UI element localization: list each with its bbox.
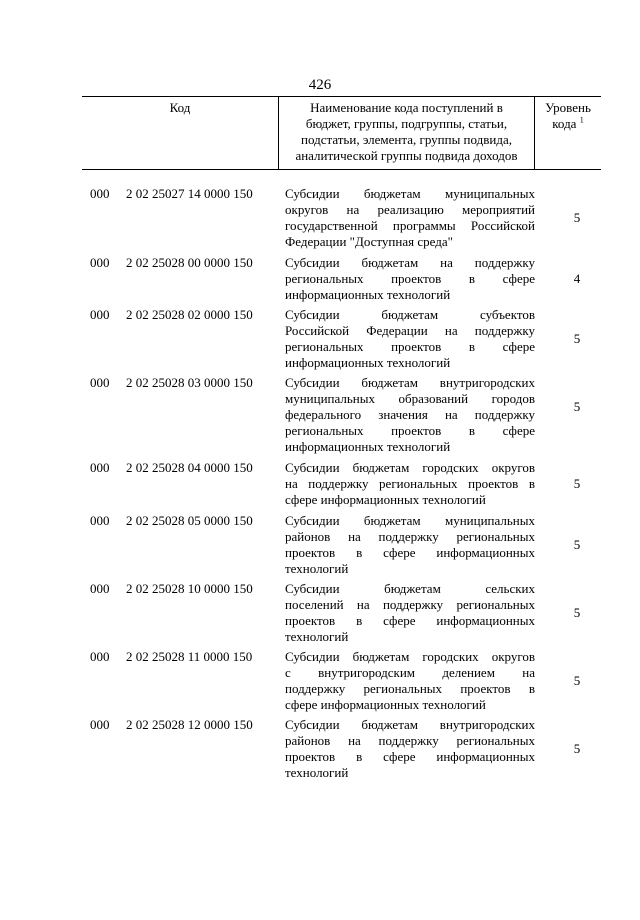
row-name-line: технологий (285, 561, 349, 576)
row-level: 5 (573, 210, 581, 225)
row-admin-code: 000 (90, 255, 110, 270)
row-admin-code: 000 (90, 307, 110, 322)
row-name-line: государственной программы Российской (285, 218, 535, 233)
row-level: 5 (573, 741, 581, 756)
row-level: 5 (573, 605, 581, 620)
row-name-line: районов на поддержку региональных (285, 733, 535, 748)
header-level-footnote: 1 (579, 115, 584, 125)
row-income-code: 2 02 25028 05 0000 150 (126, 513, 253, 528)
row-name-line: региональных проектов в сфере (285, 423, 535, 438)
row-income-code: 2 02 25028 10 0000 150 (126, 581, 253, 596)
row-name-line: округов на реализацию мероприятий (285, 202, 535, 217)
row-name-line: информационных технологий (285, 355, 451, 370)
row-name (285, 581, 535, 645)
row-name (285, 186, 535, 250)
row-admin-code: 000 (90, 717, 110, 732)
row-admin-code: 000 (90, 375, 110, 390)
row-name-line: проектов в сфере информационных (285, 749, 535, 764)
row-name-line: технологий (285, 765, 349, 780)
row-name-line: на поддержку региональных проектов в (285, 476, 535, 491)
row-name-line: муниципальных образований городов (285, 391, 535, 406)
row-level: 5 (573, 673, 581, 688)
row-name-line: Субсидии бюджетам муниципальных (285, 513, 535, 528)
header-level-text: кода (552, 116, 577, 131)
header-level (535, 97, 601, 172)
table-header (82, 96, 601, 170)
row-income-code: 2 02 25028 11 0000 150 (126, 649, 253, 664)
header-name (278, 97, 535, 169)
row-admin-code: 000 (90, 649, 110, 664)
row-admin-code: 000 (90, 513, 110, 528)
row-name-line: региональных проектов в сфере (285, 271, 535, 286)
row-name-line: технологий (285, 629, 349, 644)
row-admin-code: 000 (90, 460, 110, 475)
row-level: 5 (573, 537, 581, 552)
row-level: 5 (573, 476, 581, 491)
row-name-line: Российской Федерации на поддержку (285, 323, 535, 338)
row-income-code: 2 02 25028 03 0000 150 (126, 375, 253, 390)
row-name-line: проектов в сфере информационных (285, 613, 535, 628)
row-name-line: поселений на поддержку региональных (285, 597, 535, 612)
header-name-line: аналитической группы подвида доходов (295, 148, 518, 163)
row-name-line: Субсидии бюджетам городских округов (285, 460, 535, 475)
row-admin-code: 000 (90, 581, 110, 596)
row-name-line: Субсидии бюджетам на поддержку (285, 255, 535, 270)
row-name-line: Субсидии бюджетам сельских (285, 581, 535, 596)
row-income-code: 2 02 25028 00 0000 150 (126, 255, 253, 270)
row-name-line: районов на поддержку региональных (285, 529, 535, 544)
row-name-line: поддержку региональных проектов в (285, 681, 535, 696)
row-name-line: Субсидии бюджетам субъектов (285, 307, 535, 322)
page-number: 426 (308, 77, 332, 93)
header-level-line2 (535, 116, 601, 132)
row-income-code: 2 02 25028 02 0000 150 (126, 307, 253, 322)
row-level: 5 (573, 331, 581, 346)
header-name-line: Наименование кода поступлений в (310, 100, 503, 115)
row-level: 5 (573, 399, 581, 414)
row-name-line: информационных технологий (285, 287, 451, 302)
row-name-line: федерального значения на поддержку (285, 407, 535, 422)
row-name-line: Субсидии бюджетам муниципальных (285, 186, 535, 201)
row-name-line: Субсидии бюджетам внутригородских (285, 375, 535, 390)
row-name (285, 513, 535, 577)
row-name-line: Субсидии бюджетам городских округов (285, 649, 535, 664)
row-income-code: 2 02 25028 04 0000 150 (126, 460, 253, 475)
row-name-line: Субсидии бюджетам внутригородских (285, 717, 535, 732)
row-admin-code: 000 (90, 186, 110, 201)
row-name (285, 649, 535, 713)
row-name-line: Федерации "Доступная среда" (285, 234, 453, 249)
row-level: 4 (573, 271, 581, 286)
row-name-line: с внутригородским делением на (285, 665, 535, 680)
row-name (285, 307, 535, 371)
header-code: Код (169, 100, 191, 115)
row-name (285, 255, 535, 303)
row-name (285, 717, 535, 781)
row-name-line: информационных технологий (285, 439, 451, 454)
row-name-line: сфере информационных технологий (285, 492, 486, 507)
header-name-line: бюджет, группы, подгруппы, статьи, (305, 116, 508, 131)
header-name-line: подстатьи, элемента, группы подвида, (301, 132, 512, 147)
row-name (285, 460, 535, 508)
row-name-line: региональных проектов в сфере (285, 339, 535, 354)
row-name-line: сфере информационных технологий (285, 697, 486, 712)
row-income-code: 2 02 25028 12 0000 150 (126, 717, 253, 732)
row-name-line: проектов в сфере информационных (285, 545, 535, 560)
row-name (285, 375, 535, 455)
header-level-line1: Уровень (545, 100, 591, 115)
row-income-code: 2 02 25027 14 0000 150 (126, 186, 253, 201)
